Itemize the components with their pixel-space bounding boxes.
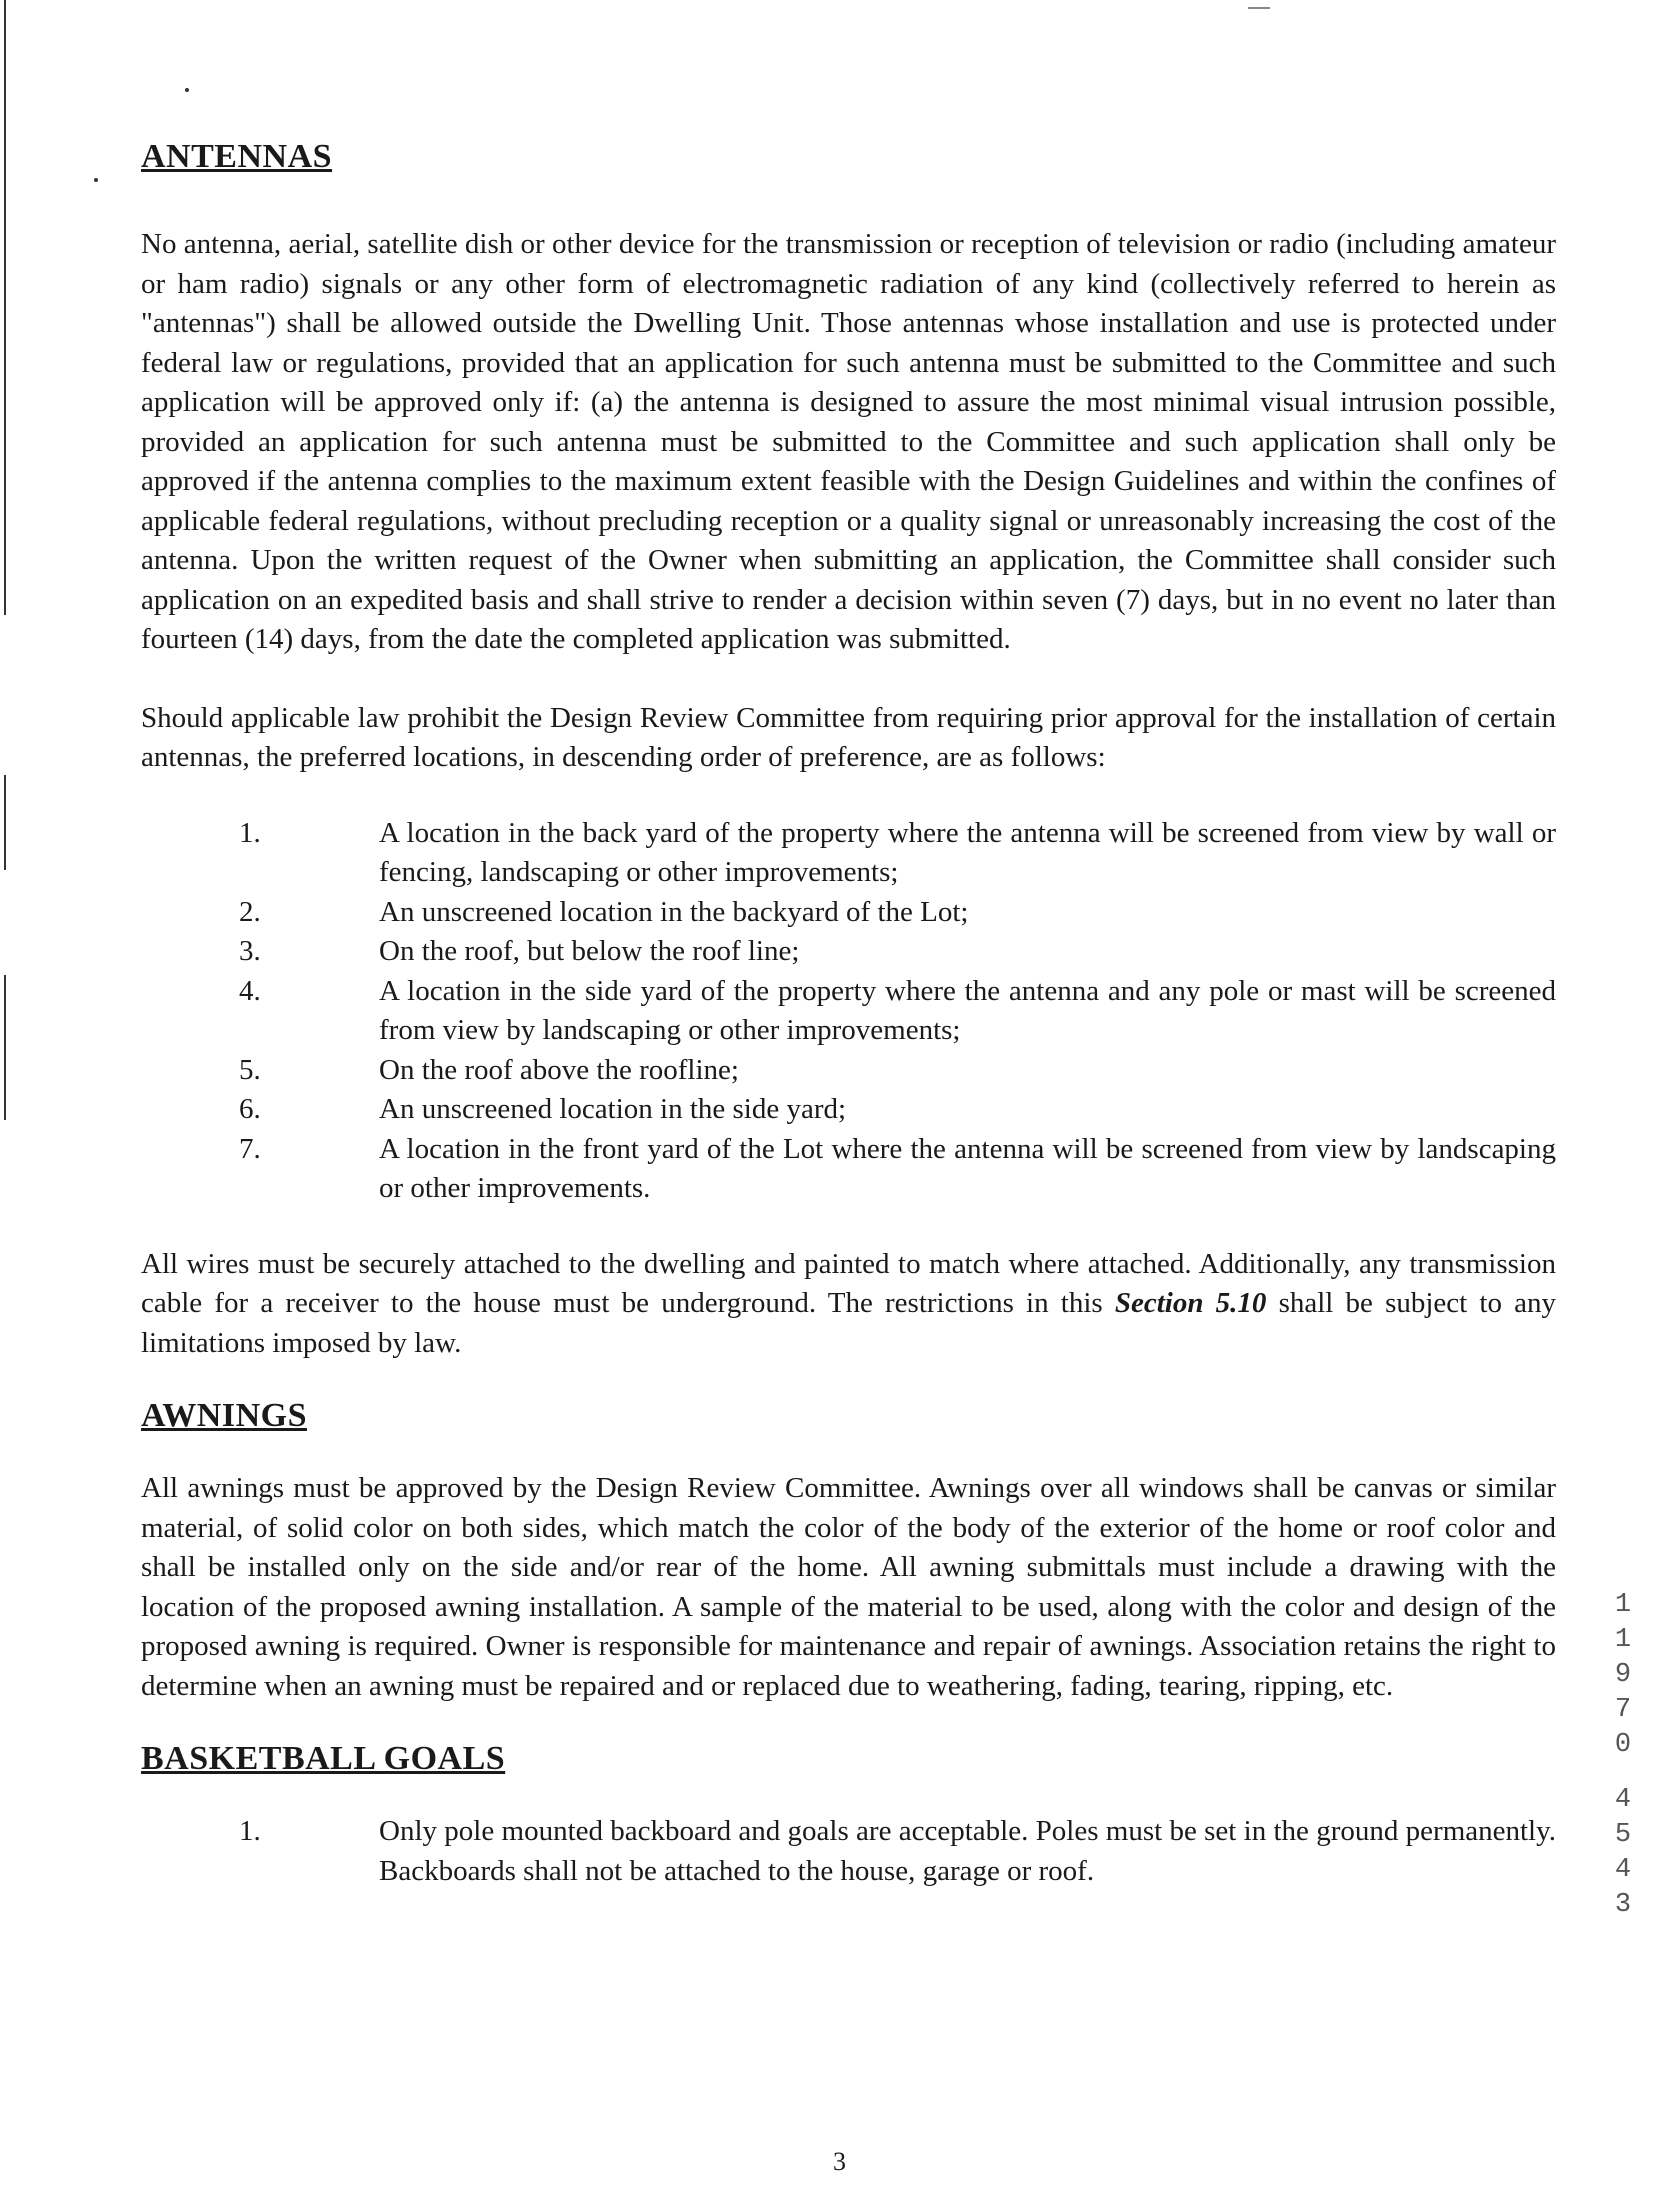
list-item-text: A location in the back yard of the property where the antenna will be screened from view by wall or fencing, landscaping or other improvements; xyxy=(379,816,1556,888)
awnings-heading: AWNINGS xyxy=(141,1397,307,1434)
scan-edge-mark xyxy=(4,975,6,1120)
scan-edge-mark xyxy=(4,775,6,870)
stamp-digit: 0 xyxy=(1614,1730,1632,1760)
list-item-text: On the roof above the roofline; xyxy=(379,1053,739,1086)
antennas-paragraph-3 xyxy=(141,1245,1556,1364)
scan-dot xyxy=(185,88,189,92)
antenna-locations-list xyxy=(141,814,1556,1209)
antennas-paragraph-3-text-end: shall be subject to any limitations imposed by law. xyxy=(141,1287,1556,1359)
scan-edge-mark xyxy=(4,0,6,615)
page-content xyxy=(141,138,1556,1891)
list-item-number: 4. xyxy=(239,974,261,1007)
list-item xyxy=(141,1090,1556,1130)
list-item-text: Only pole mounted backboard and goals are acceptable. Poles must be set in the ground permanently. Backboards shall not be attached to the house, garage or roof. xyxy=(379,1815,1556,1887)
antennas-paragraph-1: No antenna, aerial, satellite dish or other device for the transmission or reception of television or radio (including amateur or ham radio) signals or any other form of electromagnetic radiation of any kind (collectively referred to herein as "antennas") shall be allowed outside the Dwelling Unit. Those antennas whose installation and use is protected under federal law or regulations, provided that an application for such antenna must be submitted to the Committee and such application will be approved only if: (a) the antenna is designed to assure the most minimal visual intrusion possible, provided an application for such antenna must be submitted to the Committee and such application shall only be approved if the antenna complies to the maximum extent feasible with the Design Guidelines and within the confines of applicable federal regulations, without precluding reception or a quality signal or unreasonably increasing the cost of the antenna. Upon the written request of the Owner when submitting an application, the Committee shall consider such application on an expedited basis and shall strive to render a decision within seven (7) days, but in no event no later than fourteen (14) days, from the date the completed application was submitted. xyxy=(141,228,1556,655)
document-stamp-number xyxy=(1608,1588,1638,1923)
stamp-digit: 9 xyxy=(1614,1660,1632,1690)
stamp-digit: 4 xyxy=(1614,1855,1632,1885)
list-item-text: A location in the front yard of the Lot where the antenna will be screened from view by landscaping or other improvements. xyxy=(379,1132,1556,1204)
antennas-heading: ANTENNAS xyxy=(141,138,333,175)
basketball-goals-list xyxy=(141,1812,1556,1891)
stamp-digit: 5 xyxy=(1614,1820,1632,1850)
awnings-paragraph: All awnings must be approved by the Design Review Committee. Awnings over all windows shall be canvas or similar material, of solid color on both sides, which match the color of the body of the exterior of the home or roof color and shall be installed only on the side and/or rear of the home. All awning submittals must include a drawing with the location of the proposed awning installation. A sample of the material to be used, along with the color and design of the proposed awning is required. Owner is responsible for maintenance and repair of awnings. Association retains the right to determine when an awning must be repaired and or replaced due to weathering, fading, tearing, ripping, etc. xyxy=(141,1472,1556,1702)
list-item-number: 7. xyxy=(239,1132,261,1165)
antennas-paragraph-3-text: All wires must be securely attached to the dwelling and painted to match where attached. Additionally, any transmission cable for a receiver to the house must be underground. The restrictions in this xyxy=(141,1247,1556,1319)
list-item-text: On the roof, but below the roof line; xyxy=(379,935,800,967)
antennas-paragraph-2: Should applicable law prohibit the Design Review Committee from requiring prior approval for the installation of certain antennas, the preferred locations, in descending order of preference, are as follows: xyxy=(141,701,1556,773)
list-item-text: An unscreened location in the backyard of the Lot; xyxy=(379,895,969,928)
stamp-digit: 1 xyxy=(1614,1625,1632,1655)
list-item xyxy=(141,1130,1556,1209)
scan-dash xyxy=(1248,7,1270,9)
list-item-text: An unscreened location in the side yard; xyxy=(379,1093,847,1125)
list-item xyxy=(141,893,1556,933)
page-number: 3 xyxy=(833,2147,846,2176)
list-item-number: 1. xyxy=(239,816,261,849)
list-item xyxy=(141,932,1556,972)
list-item-number: 3. xyxy=(239,935,261,967)
list-item-text: A location in the side yard of the property where the antenna and any pole or mast will be screened from view by landscaping or other improvements; xyxy=(379,974,1556,1046)
stamp-digit: 7 xyxy=(1614,1695,1632,1725)
list-item xyxy=(141,1812,1556,1891)
scan-dot xyxy=(94,178,98,182)
list-item-number: 6. xyxy=(239,1093,261,1125)
stamp-digit: 4 xyxy=(1614,1785,1632,1815)
stamp-digit: 1 xyxy=(1614,1590,1632,1620)
stamp-digit: 3 xyxy=(1614,1890,1632,1920)
list-item-number: 1. xyxy=(239,1815,261,1847)
list-item xyxy=(141,1051,1556,1091)
list-item xyxy=(141,814,1556,893)
list-item-number: 5. xyxy=(239,1053,261,1086)
list-item xyxy=(141,972,1556,1051)
section-reference: Section 5.10 xyxy=(1114,1287,1267,1319)
basketball-goals-heading: BASKETBALL GOALS xyxy=(141,1740,506,1777)
list-item-number: 2. xyxy=(239,895,261,928)
